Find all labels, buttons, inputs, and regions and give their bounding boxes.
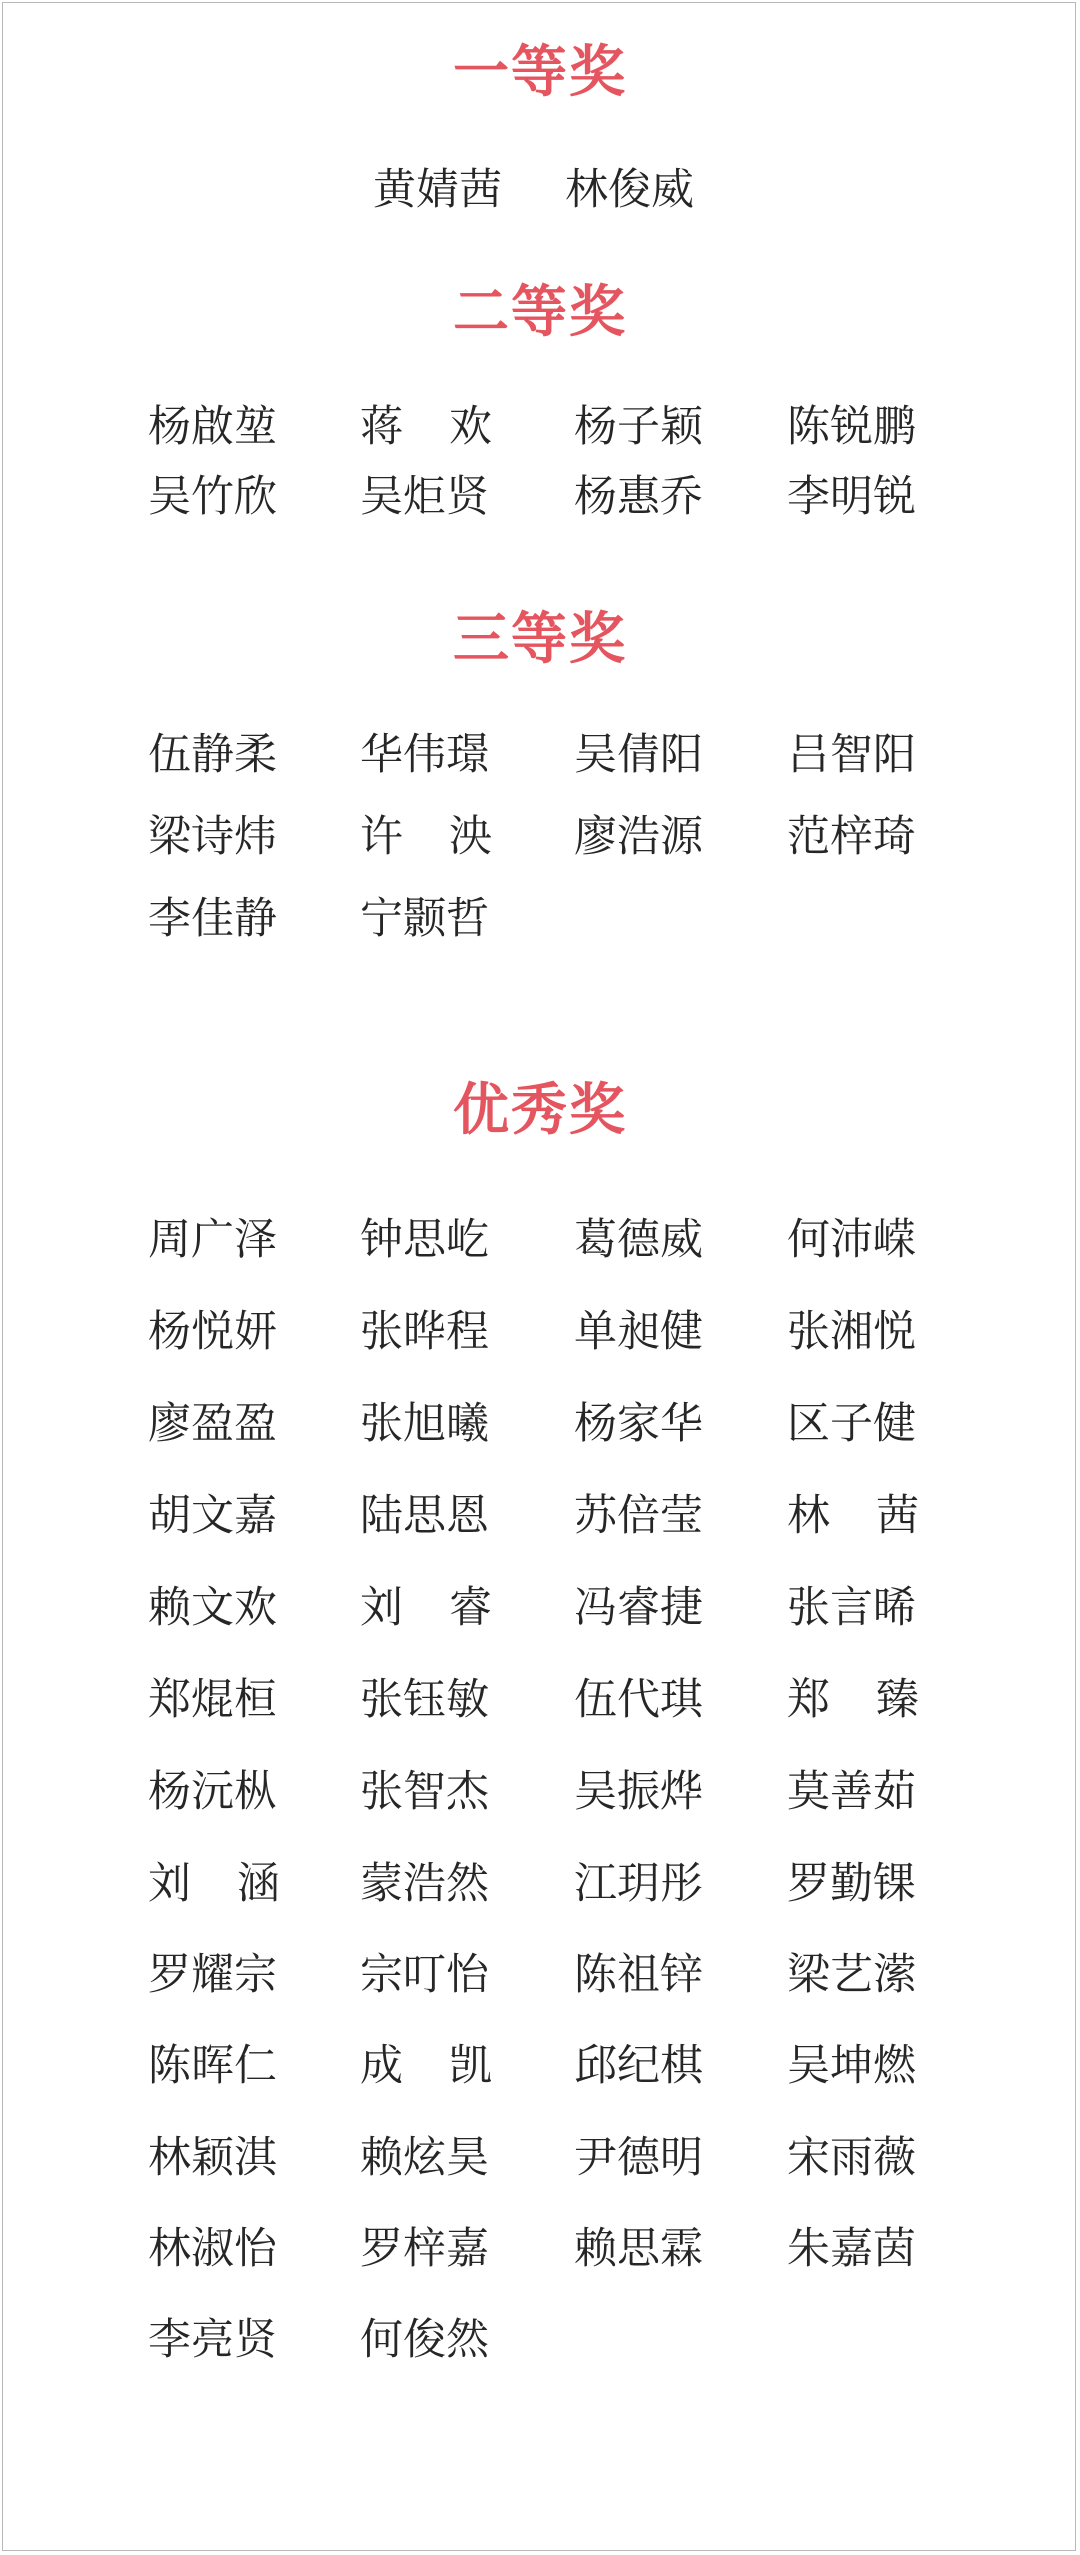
second-prize-name: 杨子颖 <box>574 402 703 452</box>
merit-prize-name: 胡文嘉 <box>148 1491 277 1541</box>
merit-prize-row <box>0 1760 1080 1824</box>
third-prize-name: 许泱 <box>360 812 538 862</box>
merit-prize-name: 朱嘉茵 <box>787 2224 916 2274</box>
merit-prize-name: 陈晖仁 <box>148 2041 277 2091</box>
first-prize-title: 一等奖 <box>453 39 627 105</box>
merit-prize-name: 张钰敏 <box>360 1675 489 1725</box>
merit-prize-name: 罗勤锞 <box>787 1859 916 1909</box>
merit-prize-name: 张旭曦 <box>360 1399 489 1449</box>
merit-prize-name: 蒙浩然 <box>360 1859 489 1909</box>
merit-prize-name: 江玥彤 <box>574 1859 703 1909</box>
merit-prize-row <box>0 2034 1080 2098</box>
merit-prize-name: 何沛嵘 <box>787 1215 916 1265</box>
merit-prize-name: 何俊然 <box>360 2315 489 2365</box>
merit-prize-row <box>0 1392 1080 1456</box>
third-prize-name: 伍静柔 <box>148 730 277 780</box>
third-prize-row <box>0 805 1080 869</box>
merit-prize-name: 张言晞 <box>787 1583 916 1633</box>
second-prize-name: 陈锐鹏 <box>787 402 916 452</box>
merit-prize-row <box>0 1668 1080 1732</box>
merit-prize-name: 梁艺潆 <box>787 1950 916 2000</box>
first-prize-name: 黄婧茜 <box>373 165 502 215</box>
merit-prize-name: 葛德威 <box>574 1215 703 1265</box>
merit-prize-name: 苏倍莹 <box>574 1491 703 1541</box>
merit-prize-name: 吴振烨 <box>574 1767 703 1817</box>
merit-prize-name: 罗梓嘉 <box>360 2224 489 2274</box>
merit-prize-name: 周广泽 <box>148 1215 277 1265</box>
merit-prize-name: 刘涵 <box>148 1859 326 1909</box>
merit-prize-name: 张湘悦 <box>787 1307 916 1357</box>
third-prize-title: 三等奖 <box>453 606 627 672</box>
merit-prize-name: 伍代琪 <box>574 1675 703 1725</box>
merit-prize-row <box>0 1300 1080 1364</box>
third-prize-name: 范梓琦 <box>787 812 916 862</box>
first-prize-name: 林俊威 <box>565 165 694 215</box>
merit-prize-name: 赖炫昊 <box>360 2133 489 2183</box>
second-prize-name: 杨啟堃 <box>148 402 277 452</box>
third-prize-name: 李佳静 <box>148 894 277 944</box>
merit-prize-name: 陈祖锌 <box>574 1950 703 2000</box>
merit-prize-name: 邱纪棋 <box>574 2041 703 2091</box>
second-prize-name: 吴竹欣 <box>148 472 277 522</box>
second-prize-title: 二等奖 <box>453 279 627 345</box>
merit-prize-name: 宗叮怡 <box>360 1950 489 2000</box>
second-prize-name: 李明锐 <box>787 472 916 522</box>
second-prize-name: 蒋欢 <box>360 402 538 452</box>
merit-prize-name: 吴坤燃 <box>787 2041 916 2091</box>
third-prize-row <box>0 723 1080 787</box>
merit-prize-name: 郑臻 <box>787 1675 965 1725</box>
merit-prize-row <box>0 1943 1080 2007</box>
merit-prize-name: 林颖淇 <box>148 2133 277 2183</box>
merit-prize-name: 罗耀宗 <box>148 1950 277 2000</box>
merit-prize-row <box>0 2308 1080 2372</box>
merit-prize-name: 钟思屹 <box>360 1215 489 1265</box>
merit-prize-name: 冯睿捷 <box>574 1583 703 1633</box>
second-prize-row <box>0 465 1080 529</box>
merit-prize-name: 李亮贤 <box>148 2315 277 2365</box>
merit-prize-name: 张晔程 <box>360 1307 489 1357</box>
merit-prize-name: 宋雨薇 <box>787 2133 916 2183</box>
second-prize-name: 杨惠乔 <box>574 472 703 522</box>
merit-prize-name: 杨悦妍 <box>148 1307 277 1357</box>
merit-prize-name: 赖思霖 <box>574 2224 703 2274</box>
merit-prize-name: 单昶健 <box>574 1307 703 1357</box>
merit-prize-row <box>0 1576 1080 1640</box>
third-prize-name: 宁颢哲 <box>360 894 489 944</box>
third-prize-name: 廖浩源 <box>574 812 703 862</box>
merit-prize-name: 尹德明 <box>574 2133 703 2183</box>
first-prize-row <box>0 158 1080 222</box>
merit-prize-name: 张智杰 <box>360 1767 489 1817</box>
merit-prize-row <box>0 1208 1080 1272</box>
second-prize-row <box>0 395 1080 459</box>
merit-prize-name: 郑焜桓 <box>148 1675 277 1725</box>
merit-prize-name: 林淑怡 <box>148 2224 277 2274</box>
third-prize-name: 吕智阳 <box>787 730 916 780</box>
merit-prize-row <box>0 1484 1080 1548</box>
merit-prize-name: 廖盈盈 <box>148 1399 277 1449</box>
merit-prize-name: 林茜 <box>787 1491 965 1541</box>
merit-prize-name: 刘睿 <box>360 1583 538 1633</box>
merit-prize-name: 陆思恩 <box>360 1491 489 1541</box>
merit-prize-row <box>0 1852 1080 1916</box>
merit-prize-name: 区子健 <box>787 1399 916 1449</box>
merit-prize-title: 优秀奖 <box>453 1077 627 1143</box>
merit-prize-name: 成凯 <box>360 2041 538 2091</box>
third-prize-row <box>0 887 1080 951</box>
merit-prize-row <box>0 2217 1080 2281</box>
merit-prize-name: 赖文欢 <box>148 1583 277 1633</box>
second-prize-name: 吴炬贤 <box>360 472 489 522</box>
merit-prize-row <box>0 2126 1080 2190</box>
merit-prize-name: 杨沅枞 <box>148 1767 277 1817</box>
third-prize-name: 华伟璟 <box>360 730 489 780</box>
third-prize-name: 吴倩阳 <box>574 730 703 780</box>
merit-prize-name: 莫善茹 <box>787 1767 916 1817</box>
third-prize-name: 梁诗炜 <box>148 812 277 862</box>
merit-prize-name: 杨家华 <box>574 1399 703 1449</box>
